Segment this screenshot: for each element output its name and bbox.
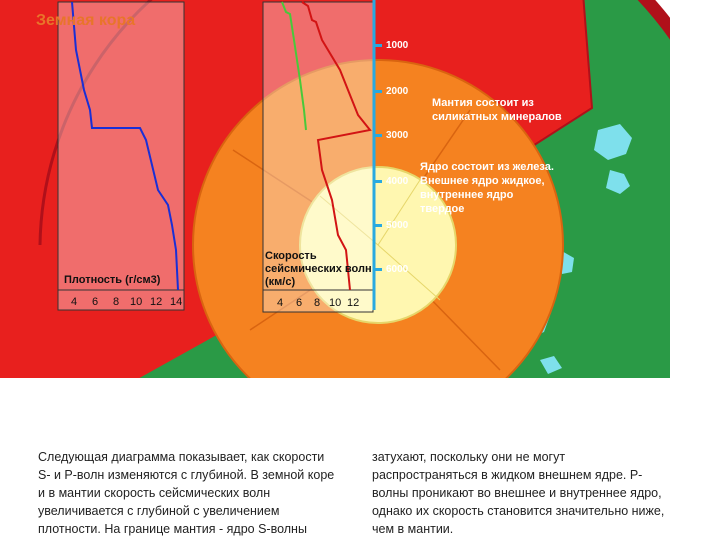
velocity-tick: 12 — [347, 297, 360, 309]
core-label-line: Внешнее ядро жидкое, — [420, 175, 545, 187]
description-line: волны проникают во внешнее и внутреннее ядро, — [372, 486, 662, 500]
core-label-line: Ядро состоит из железа. — [420, 161, 554, 173]
velocity-chart-label-line: Скорость — [265, 250, 317, 262]
depth-label: 3000 — [386, 130, 409, 141]
mantle-label-line: Мантия состоит из — [432, 97, 534, 109]
density-tick: 8 — [113, 296, 120, 308]
velocity-tick: 10 — [329, 297, 342, 309]
description-line: и в мантии скорость сейсмических волн — [38, 486, 271, 500]
velocity-chart-label-line: сейсмических волн — [265, 263, 372, 275]
depth-label: 5000 — [386, 220, 409, 231]
core-label-line: внутреннее ядро — [420, 189, 514, 201]
velocity-chart-label — [265, 250, 372, 289]
description-line: S- и P-волн изменяются с глубиной. В земной коре — [38, 468, 335, 482]
depth-label: 6000 — [386, 264, 409, 275]
core-label-line: твердое — [420, 203, 465, 215]
density-tick: 10 — [130, 296, 143, 308]
velocity-tick: 8 — [314, 297, 321, 309]
depth-label: 2000 — [386, 86, 409, 97]
core-label — [420, 160, 554, 216]
density-chart-label: Плотность (г/см3) — [64, 274, 161, 286]
description-line: увеличивается с глубиной с увеличением — [38, 504, 280, 518]
velocity-chart-label-line: (км/с) — [265, 276, 296, 288]
velocity-tick: 6 — [296, 297, 303, 309]
description-line: чем в мантии. — [372, 522, 454, 536]
density-chart-panel — [58, 2, 184, 310]
description-line: затухают, поскольку они не могут — [372, 450, 566, 464]
description-line: Следующая диаграмма показывает, как скорости — [38, 450, 325, 464]
mantle-label — [432, 96, 562, 124]
depth-label: 1000 — [386, 40, 409, 51]
description-line: распространяться в жидком внешнем ядре. P- — [372, 468, 643, 482]
description-line: однако их скорость становится значительно ниже, — [372, 504, 665, 518]
depth-label: 4000 — [386, 176, 409, 187]
density-tick: 14 — [170, 296, 183, 308]
description-right — [372, 448, 692, 538]
description-left — [38, 448, 368, 538]
mantle-label-line: силикатных минералов — [432, 111, 562, 123]
density-tick: 12 — [150, 296, 163, 308]
description-line: плотности. На границе мантия - ядро S-волны — [38, 522, 307, 536]
velocity-tick: 4 — [277, 297, 284, 309]
density-tick: 4 — [71, 296, 78, 308]
density-tick: 6 — [92, 296, 99, 308]
page-title: Земная кора — [36, 12, 136, 29]
